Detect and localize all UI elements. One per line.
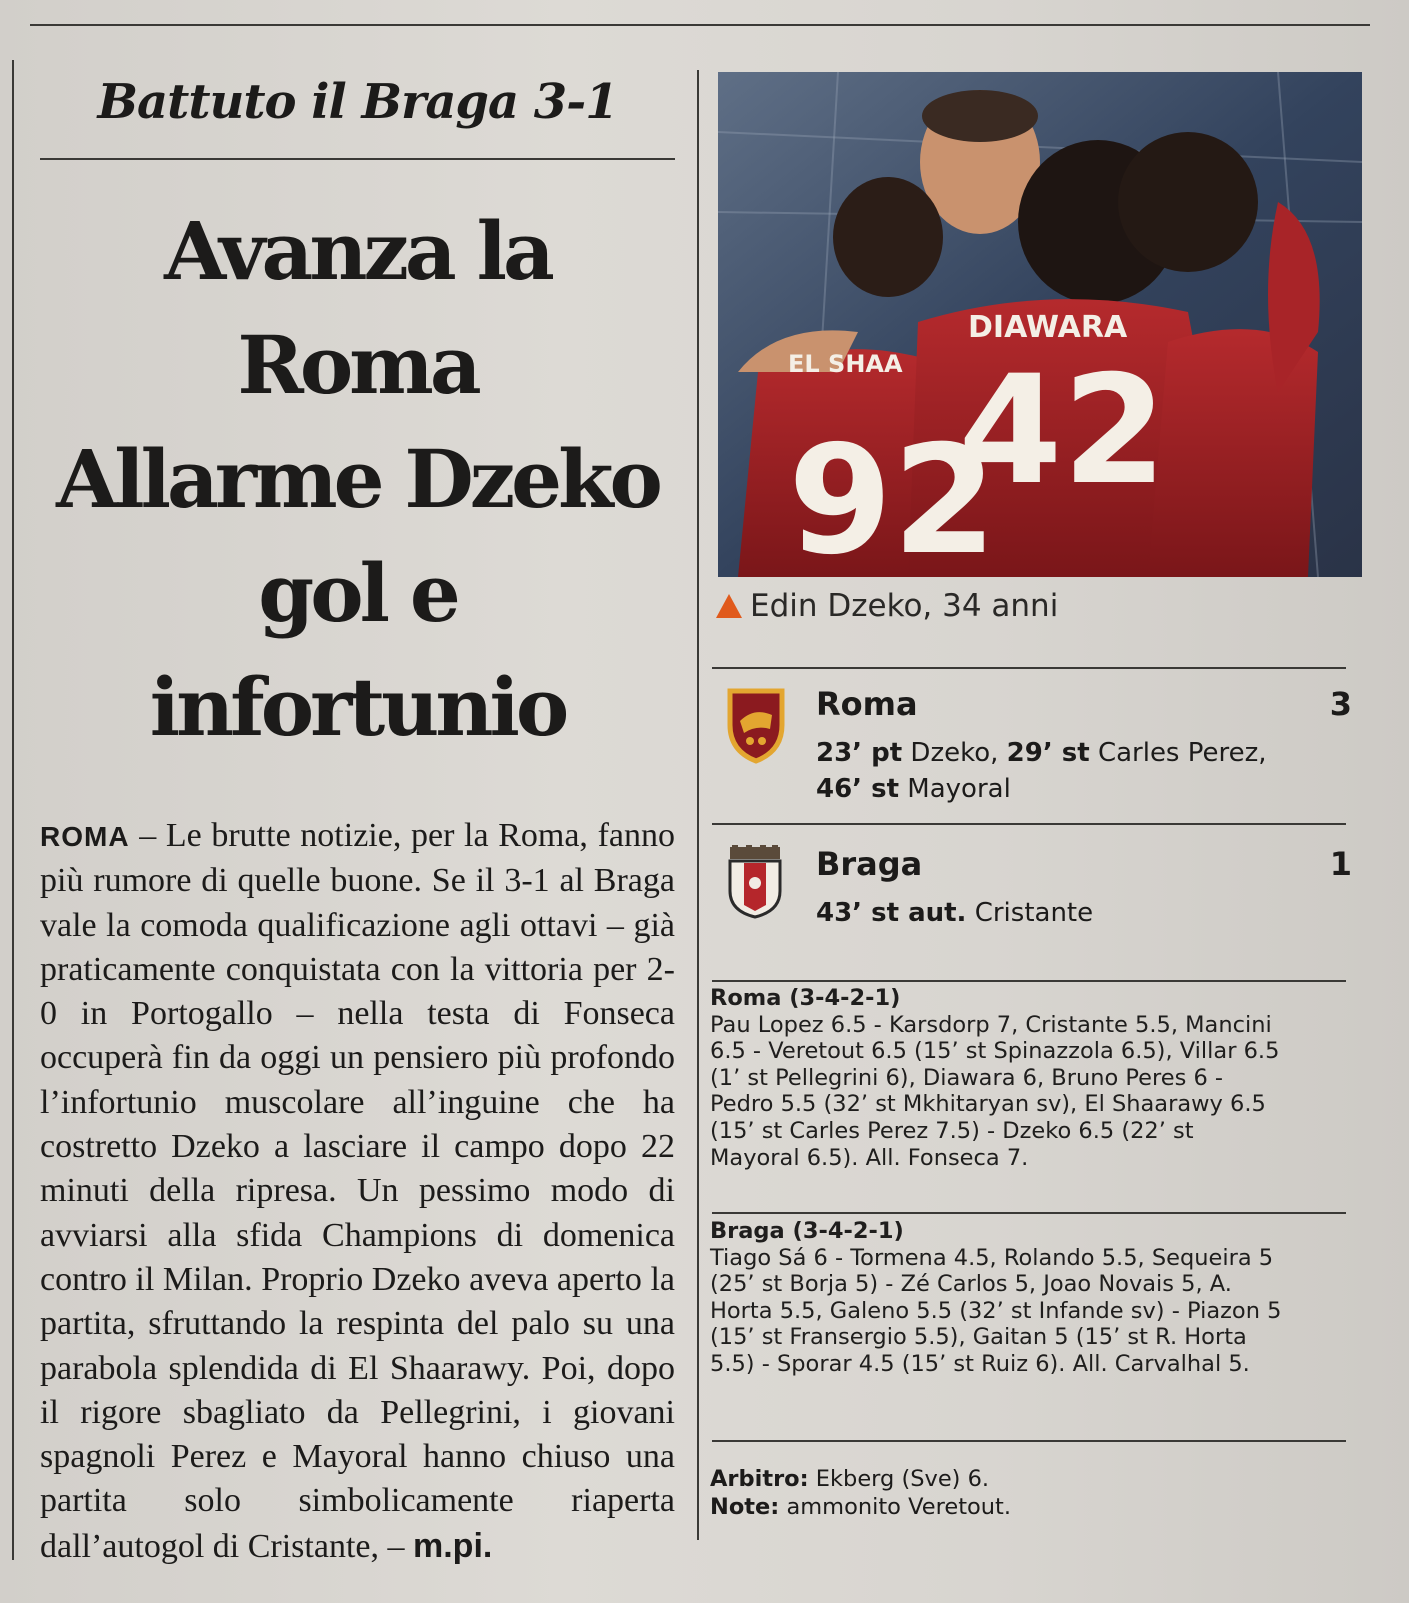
away-team-name: Braga [816,845,923,883]
article-signature: m.pi. [413,1526,493,1565]
lineup-line: Pedro 5.5 (32’ st Mkhitaryan sv), El Shaarawy 6.5 [710,1091,1266,1118]
notes-label: Note: [710,1494,780,1520]
lineup-divider [712,1212,1346,1214]
match-photo [718,72,1362,577]
away-team-score: 1 [1329,845,1352,883]
goal-scorer: Mayoral [907,774,1011,804]
lineup-line: (25’ st Borja 5) - Zé Carlos 5, Joao Novais 5, A. [710,1271,1232,1298]
photo-caption [716,588,1366,624]
headline-line: gol e infortunio [149,546,566,754]
lineup-line: 6.5 - Veretout 6.5 (15’ st Spinazzola 6.5), Villar 6.5 [710,1038,1280,1065]
column-divider [697,70,699,1540]
triangle-icon [716,594,742,618]
goal-time: 46’ st [816,774,900,804]
scoreboard-divider [712,823,1346,825]
lineup-line: Tiago Sá 6 - Tormena 4.5, Rolando 5.5, Sequeira 5 [710,1244,1274,1271]
caption-text: Edin Dzeko, 34 anni [750,588,1059,624]
players-celebrating-image [718,72,1362,577]
braga-crest-icon [724,845,786,919]
lineup-heading: Roma (3-4-2-1) [710,985,901,1011]
braga-lineup [710,1218,1340,1378]
home-team-score: 3 [1329,685,1352,723]
lineup-line: Horta 5.5, Galeno 5.5 (32’ st Infande sv) - Piazon 5 [710,1297,1282,1324]
headline-line: Allarme Dzeko [56,432,659,526]
goal-time: 43’ st aut. [816,898,967,928]
lineup-line: Mayoral 6.5). All. Fonseca 7. [710,1144,1029,1171]
referee-label: Arbitro: [710,1466,809,1492]
notes-line [710,1493,1340,1521]
article-body-text: – Le brutte notizie, per la Roma, fanno più rumore di quelle buone. Se il 3-1 al Braga vale la comoda qualificazione agli ottavi – già praticamente conquistata con la vittoria per 2-0 in Portogallo – nella testa di Fonseca occuperà fin da oggi un pensiero più profondo l’infortunio muscolare all’inguine che ha costretto Dzeko a lasciare il campo dopo 22 minuti della ripresa. Un pessimo modo di avviarsi alla sfida Champions di domenica contro il Milan. Proprio Dzeko aveva aperto la partita, sfruttando la respinta del palo su una parabola splendida di El Shaarawy. Poi, dopo il rigore sbagliato da Pellegrini, i giovani spagnoli Perez e Mayoral hanno chiuso una partita solo simbolicamente riaperta dall’autogol di Cristante, – [40,817,675,1565]
goal-scorer: Dzeko, [910,738,999,768]
left-border [12,60,14,1560]
shirt-number: 92 [788,414,997,577]
lineup-line: 5.5) - Sporar 4.5 (15’ st Ruiz 6). All. Carvalhal 5. [710,1350,1250,1377]
away-scorers [816,895,1276,931]
home-scorers [816,735,1276,807]
match-officials [710,1465,1340,1521]
home-team-block [724,685,1360,805]
lineup-line: (15’ st Carles Perez 7.5) - Dzeko 6.5 (22’ st [710,1117,1194,1144]
roma-crest-icon [724,685,788,765]
lineup-heading: Braga (3-4-2-1) [710,1218,904,1244]
scoreboard-divider [712,980,1346,982]
home-team-name: Roma [816,685,918,723]
referee-line [710,1465,1340,1493]
lineup-line: (1’ st Pellegrini 6), Diawara 6, Bruno Peres 6 - [710,1064,1224,1091]
article-column [40,60,675,1569]
article-headline [40,194,675,764]
shirt-number: 42 [958,344,1167,518]
goal-scorer: Carles Perez, [1097,738,1267,768]
referee-value: Ekberg (Sve) 6. [808,1466,990,1492]
article-body [40,814,675,1569]
away-team-block [724,845,1360,928]
lineup-line: (15’ st Fransergio 5.5), Gaitan 5 (15’ st R. Horta [710,1324,1247,1351]
notes-value: ammonito Veretout. [779,1494,1012,1520]
roma-lineup [710,985,1340,1171]
article-kicker: Battuto il Braga 3-1 [97,74,618,130]
goal-time: 23’ pt [816,738,903,768]
headline-line: Avanza la Roma [164,204,551,412]
kicker-divider [40,158,675,160]
shirt-name: EL SHAA [788,350,903,378]
article-dateline: ROMA [40,821,130,852]
goal-scorer: Cristante [974,898,1094,928]
goal-time: 29’ st [1006,738,1090,768]
scoreboard-divider [712,667,1346,669]
shirt-name: DIAWARA [968,310,1128,345]
top-rule [30,24,1370,26]
lineup-line: Pau Lopez 6.5 - Karsdorp 7, Cristante 5.5, Mancini [710,1011,1272,1038]
officials-divider [712,1440,1346,1442]
